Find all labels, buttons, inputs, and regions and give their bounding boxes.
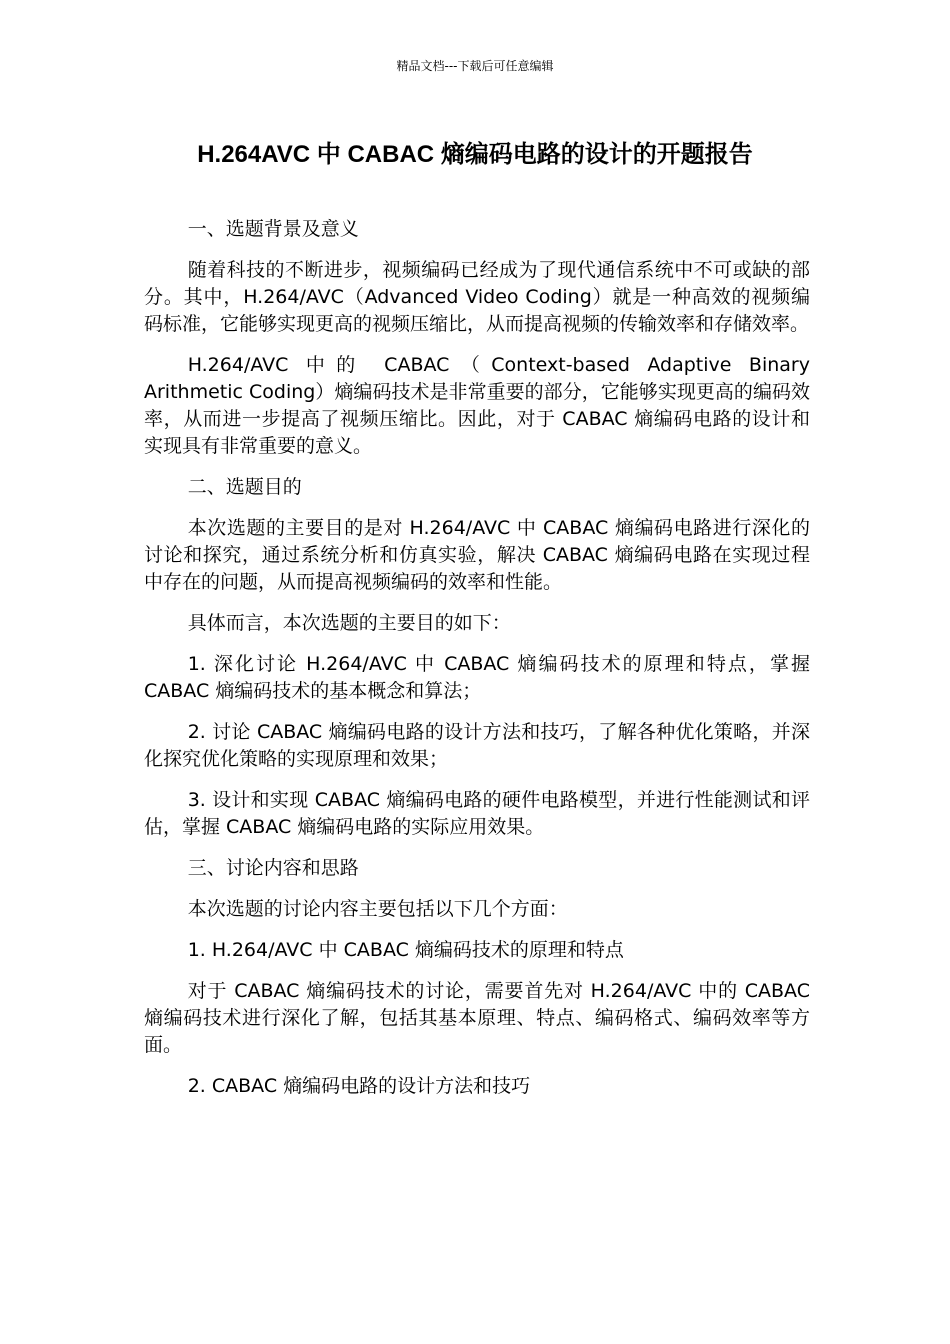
subheading: 1. H.264/AVC 中 CABAC 熵编码技术的原理和特点 <box>187 939 624 961</box>
list-item: 3. 设计和实现 CABAC 熵编码电路的硬件电路模型，并进行性能测试和评估，掌握 CABAC 熵编码电路的实际应用效果。 <box>144 789 810 838</box>
list-item: 2. 讨论 CABAC 熵编码电路的设计方法和技巧，了解各种优化策略，并深化探究优化策略的实现原理和效果； <box>144 721 810 770</box>
page-header: 精品文档---下载后可任意编辑 <box>396 59 554 73</box>
subheading: 2. CABAC 熵编码电路的设计方法和技巧 <box>187 1075 531 1097</box>
paragraph: 本次选题的讨论内容主要包括以下几个方面： <box>187 898 568 920</box>
paragraph: 对于 CABAC 熵编码技术的讨论，需要首先对 H.264/AVC 中的 CABAC 熵编码技术进行深化了解，包括其基本原理、特点、编码格式、编码效率等方面。 <box>144 980 810 1056</box>
section-heading-content: 三、讨论内容和思路 <box>187 857 359 879</box>
paragraph: 本次选题的主要目的是对 H.264/AVC 中 CABAC 熵编码电路进行深化的讨论和探究，通过系统分析和仿真实验，解决 CABAC 熵编码电路在实现过程中存在的问题，从而提高视频编码的效率和性能。 <box>144 517 810 593</box>
section-heading-purpose: 二、选题目的 <box>187 476 302 498</box>
paragraph: 具体而言，本次选题的主要目的如下： <box>187 612 511 634</box>
paragraph: 随着科技的不断进步，视频编码已经成为了现代通信系统中不可或缺的部分。其中，H.264/AVC（Advanced Video Coding）就是一种高效的视频编码标准，它能够实现更高的视频压缩比，从而提高视频的传输效率和存储效率。 <box>144 259 810 335</box>
list-item: 1. 深化讨论 H.264/AVC 中 CABAC 熵编码技术的原理和特点，掌握 CABAC 熵编码技术的基本概念和算法； <box>144 653 810 702</box>
document-body <box>144 216 810 1114</box>
paragraph: H.264/AVC 中的 CABAC（Context-based Adaptive Binary Arithmetic Coding）熵编码技术是非常重要的部分，它能够实现更高的编码效率，从而进一步提高了视频压缩比。因此，对于 CABAC 熵编码电路的设计和实现具有非常重要的意义。 <box>144 354 810 457</box>
section-heading-background: 一、选题背景及意义 <box>187 218 359 240</box>
document-title: H.264AVC 中 CABAC 熵编码电路的设计的开题报告 <box>197 141 753 168</box>
